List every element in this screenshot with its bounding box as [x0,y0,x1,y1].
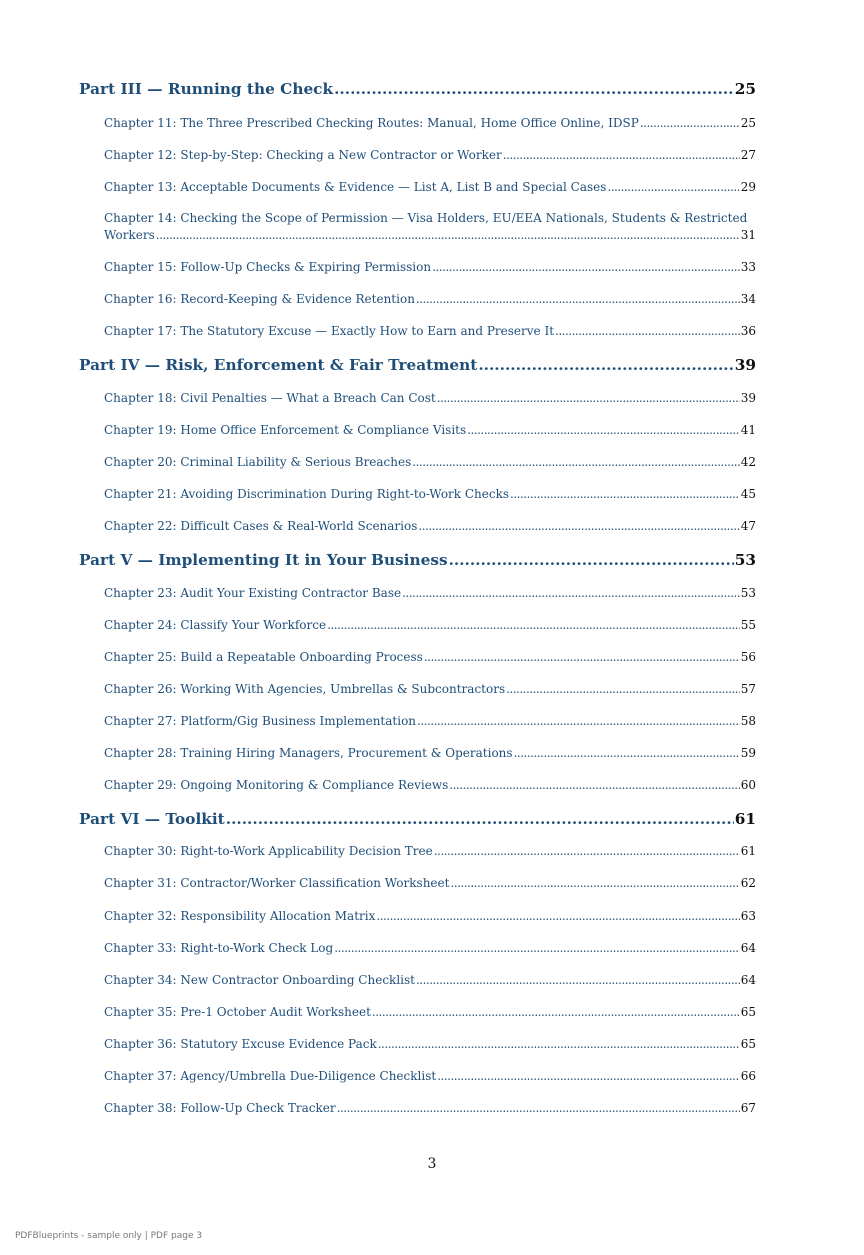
toc-leader-dots [510,487,740,501]
toc-chapter-title: Chapter 15: Follow-Up Checks & Expiring Permission [104,260,432,274]
toc-chapter-entry[interactable] [104,844,756,858]
toc-leader-dots [432,260,740,274]
toc-chapter-entry[interactable] [104,423,756,437]
toc-part-title: Part V — Implementing It in Your Business [79,551,448,569]
toc-leader-dots [437,391,740,405]
toc-part-page: 61 [734,810,756,828]
toc-chapter-entry[interactable] [104,682,756,696]
toc-chapter-page: 31 [740,228,756,242]
footer-note: PDFBlueprints - sample only | PDF page 3 [15,1231,203,1241]
toc-chapter-page: 47 [740,519,756,533]
toc-leader-dots [506,682,740,696]
toc-chapter-title: Chapter 20: Criminal Liability & Serious Breaches [104,455,412,469]
toc-leader-dots [449,778,739,792]
toc-chapter-page: 59 [740,746,756,760]
toc-chapter-title: Chapter 32: Responsibility Allocation Matrix [104,909,376,923]
toc-leader-dots [503,148,740,162]
toc-chapter-title-cont: Workers [104,228,155,242]
page-number: 3 [427,1156,437,1172]
toc-chapter-entry[interactable] [104,876,756,890]
toc-chapter-title: Chapter 23: Audit Your Existing Contractor Base [104,586,402,600]
toc-leader-dots [416,973,740,987]
toc-leader-dots [334,80,734,98]
toc-leader-dots [226,810,734,828]
toc-chapter-title: Chapter 19: Home Office Enforcement & Compliance Visits [104,423,467,437]
toc-leader-dots [402,586,740,600]
toc-chapter-entry[interactable] [104,1037,756,1051]
toc-chapter-page: 58 [740,714,756,728]
toc-chapter-title: Chapter 25: Build a Repeatable Onboarding Process [104,650,423,664]
toc-chapter-title: Chapter 33: Right-to-Work Check Log [104,941,334,955]
toc-chapter-page: 33 [740,260,756,274]
toc-leader-dots [640,116,740,130]
toc-chapter-entry[interactable] [104,210,756,244]
toc-leader-dots [478,356,733,374]
toc-part-page: 25 [734,80,756,98]
toc-leader-dots [327,618,740,632]
toc-part-entry[interactable] [79,551,756,569]
toc-leader-dots [424,650,740,664]
toc-chapter-entry[interactable] [104,148,756,162]
toc-chapter-title: Chapter 13: Acceptable Documents & Evidence — List A, List B and Special Cases [104,180,607,194]
toc-leader-dots [514,746,740,760]
toc-chapter-title: Chapter 16: Record-Keeping & Evidence Retention [104,292,415,306]
toc-chapter-page: 34 [740,292,756,306]
toc-chapter-title: Chapter 27: Platform/Gig Business Implementation [104,714,417,728]
toc-leader-dots [416,292,740,306]
toc-chapter-entry[interactable] [104,650,756,664]
toc-chapter-title: Chapter 11: The Three Prescribed Checking Routes: Manual, Home Office Online, IDSP [104,116,639,130]
toc-leader-dots [555,324,740,338]
toc-chapter-title: Chapter 22: Difficult Cases & Real-World Scenarios [104,519,418,533]
toc-leader-dots [156,227,740,244]
toc-chapter-page: 39 [740,391,756,405]
toc-part-entry[interactable] [79,80,756,98]
toc-chapter-title: Chapter 35: Pre-1 October Audit Worksheet [104,1005,371,1019]
toc-leader-dots [607,180,739,194]
toc-part-title: Part VI — Toolkit [79,810,225,828]
toc-chapter-entry[interactable] [104,586,756,600]
toc-chapter-page: 56 [740,650,756,664]
toc-part-page: 39 [734,356,756,374]
toc-chapter-title: Chapter 12: Step-by-Step: Checking a New Contractor or Worker [104,148,502,162]
toc-chapter-page: 42 [740,455,756,469]
toc-chapter-entry[interactable] [104,455,756,469]
toc-chapter-entry[interactable] [104,1069,756,1083]
toc-chapter-page: 55 [740,618,756,632]
toc-part-entry[interactable] [79,810,756,828]
toc-chapter-entry[interactable] [104,260,756,274]
toc-chapter-page: 64 [740,941,756,955]
toc-chapter-entry[interactable] [104,180,756,194]
toc-chapter-entry[interactable] [104,973,756,987]
toc-chapter-entry[interactable] [104,909,756,923]
toc-chapter-page: 29 [740,180,756,194]
toc-chapter-title: Chapter 29: Ongoing Monitoring & Compliance Reviews [104,778,449,792]
toc-part-page: 53 [734,551,756,569]
toc-leader-dots [450,876,739,890]
toc-leader-dots [372,1005,740,1019]
toc-chapter-page: 41 [740,423,756,437]
toc-chapter-title: Chapter 14: Checking the Scope of Permission — Visa Holders, EU/EEA Nationals, Students & Restricted [104,211,748,225]
toc-chapter-page: 65 [740,1037,756,1051]
toc-chapter-title: Chapter 21: Avoiding Discrimination During Right-to-Work Checks [104,487,510,501]
toc-chapter-title: Chapter 30: Right-to-Work Applicability Decision Tree [104,844,433,858]
toc-chapter-entry[interactable] [104,1005,756,1019]
toc-chapter-entry[interactable] [104,778,756,792]
toc-chapter-title: Chapter 38: Follow-Up Check Tracker [104,1101,336,1115]
toc-chapter-title: Chapter 18: Civil Penalties — What a Breach Can Cost [104,391,436,405]
toc-chapter-entry[interactable] [104,714,756,728]
toc-chapter-entry[interactable] [104,487,756,501]
toc-part-title: Part III — Running the Check [79,80,334,98]
toc-chapter-page: 62 [740,876,756,890]
toc-chapter-page: 64 [740,973,756,987]
toc-chapter-entry[interactable] [104,292,756,306]
toc-chapter-title: Chapter 37: Agency/Umbrella Due-Diligence Checklist [104,1069,437,1083]
toc-chapter-entry[interactable] [104,941,756,955]
toc-chapter-page: 63 [740,909,756,923]
toc-chapter-page: 45 [740,487,756,501]
toc-chapter-title: Chapter 17: The Statutory Excuse — Exactly How to Earn and Preserve It [104,324,555,338]
toc-chapter-entry[interactable] [104,1101,756,1115]
toc-leader-dots [378,1037,740,1051]
toc-chapter-title: Chapter 36: Statutory Excuse Evidence Pack [104,1037,377,1051]
toc-leader-dots [437,1069,740,1083]
toc-chapter-entry[interactable] [104,391,756,405]
toc-chapter-page: 53 [740,586,756,600]
toc-chapter-page: 67 [740,1101,756,1115]
toc-chapter-entry[interactable] [104,324,756,338]
toc-leader-dots [376,909,739,923]
toc-chapter-page: 57 [740,682,756,696]
toc-chapter-entry[interactable] [104,746,756,760]
toc-chapter-title: Chapter 24: Classify Your Workforce [104,618,327,632]
toc-chapter-title: Chapter 28: Training Hiring Managers, Procurement & Operations [104,746,513,760]
toc-chapter-title: Chapter 31: Contractor/Worker Classification Worksheet [104,876,450,890]
toc-chapter-page: 36 [740,324,756,338]
toc-part-entry[interactable] [79,356,756,374]
toc-leader-dots [334,941,740,955]
toc-leader-dots [412,455,739,469]
toc-leader-dots [417,714,740,728]
toc-chapter-page: 65 [740,1005,756,1019]
toc-chapter-page: 25 [740,116,756,130]
toc-chapter-title: Chapter 34: New Contractor Onboarding Checklist [104,973,415,987]
toc-chapter-page: 60 [740,778,756,792]
toc-chapter-page: 66 [740,1069,756,1083]
toc-chapter-page: 61 [740,844,756,858]
toc-chapter-entry[interactable] [104,519,756,533]
toc-chapter-title: Chapter 26: Working With Agencies, Umbrellas & Subcontractors [104,682,506,696]
toc-chapter-page: 27 [740,148,756,162]
toc-leader-dots [467,423,740,437]
toc-chapter-entry[interactable] [104,116,756,130]
toc-part-title: Part IV — Risk, Enforcement & Fair Treatment [79,356,478,374]
toc-leader-dots [449,551,734,569]
toc-leader-dots [418,519,739,533]
toc-leader-dots [337,1101,740,1115]
toc-chapter-entry[interactable] [104,618,756,632]
toc-leader-dots [434,844,740,858]
